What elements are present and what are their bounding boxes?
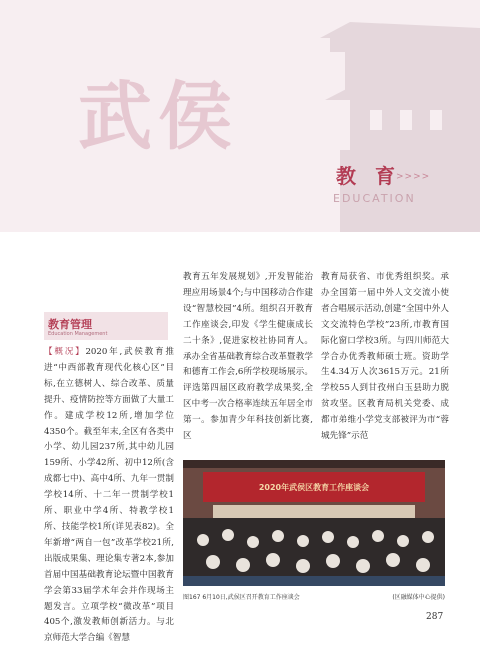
- column-1-text: 2020年,武侯教育推进“中西部教育现代化核心区”目标,在立德树人、综合改革、质量提升、疫情防控等方面做了大量工作。建成学校12所,增加学位4350个。截至年末,全区有各类中小学、幼儿园237所,其中幼儿园159所、小学42所、初中12所(含成都七中)、高中4所、九年一贯制学校14所、十二年一贯制学校1所、职业中学4所、特教学校1所、技能学校1所(详见表82)。全年新增“两自一包”改革学校21所,出版成果集、理论集专著2本,参加首届中国基础教育论坛暨中国教育学会第33届学术年会并作现场主题发言。立项学校“微改革”项目405个,激发教师创新活力。与北京师范大学合编《智慧: [44, 347, 174, 644]
- meeting-banner-text: 2020年武侯区教育工作座谈会: [258, 483, 370, 492]
- section-heading-box: [44, 312, 168, 340]
- caption-text: 图167 6月10日,武侯区召开教育工作座谈会: [183, 594, 300, 601]
- photo-caption: [183, 592, 445, 601]
- caption-credit: (区融媒体中心提供): [392, 594, 445, 601]
- page-number: 287: [426, 612, 444, 622]
- chapter-subtitle: EDUCATION: [333, 192, 416, 205]
- text-column-3: 教育局获省、市优秀组织奖。承办全国第一届中外人文交流小使者合唱展示活动,创建“全国中外人文交流特色学校”23所,市教育国际化窗口学校3所。与四川师范大学合办优秀教师硕士班。资助学生4.34万人次3615万元。21所学校55人到甘孜州白玉县助力脱贫攻坚。区教育局机关党委、成都市弟维小学党支部被评为市“蓉城先锋”示范: [321, 272, 449, 442]
- text-column-1: [44, 345, 174, 647]
- chapter-title: 教 育: [336, 164, 401, 188]
- text-column-2: 教育五年发展规划》,开发智能治理应用场景4个;与中国移动合作建设“智慧校园”4所。组织召开教育工作座谈会,印发《学生健康成长二十条》,促进家校社协同育人。承办全省基础教育综合改革暨教学和德育工作会,6所学校现场展示。评选第四届区政府教学成果奖,全区中考一次合格率连续五年居全市第一。参加青少年科技创新比赛,区: [183, 272, 313, 442]
- section-heading: 教育管理: [48, 318, 92, 331]
- section-subheading: Education Management: [48, 331, 108, 337]
- chapter-banner: [0, 0, 480, 232]
- chapter-arrows: >>>>: [396, 172, 431, 182]
- calligraphy-watermark: 武侯: [78, 74, 238, 160]
- meeting-photo: [183, 460, 445, 586]
- meeting-photo-illustration: [183, 460, 445, 586]
- overview-tag: 【概况】: [44, 347, 86, 357]
